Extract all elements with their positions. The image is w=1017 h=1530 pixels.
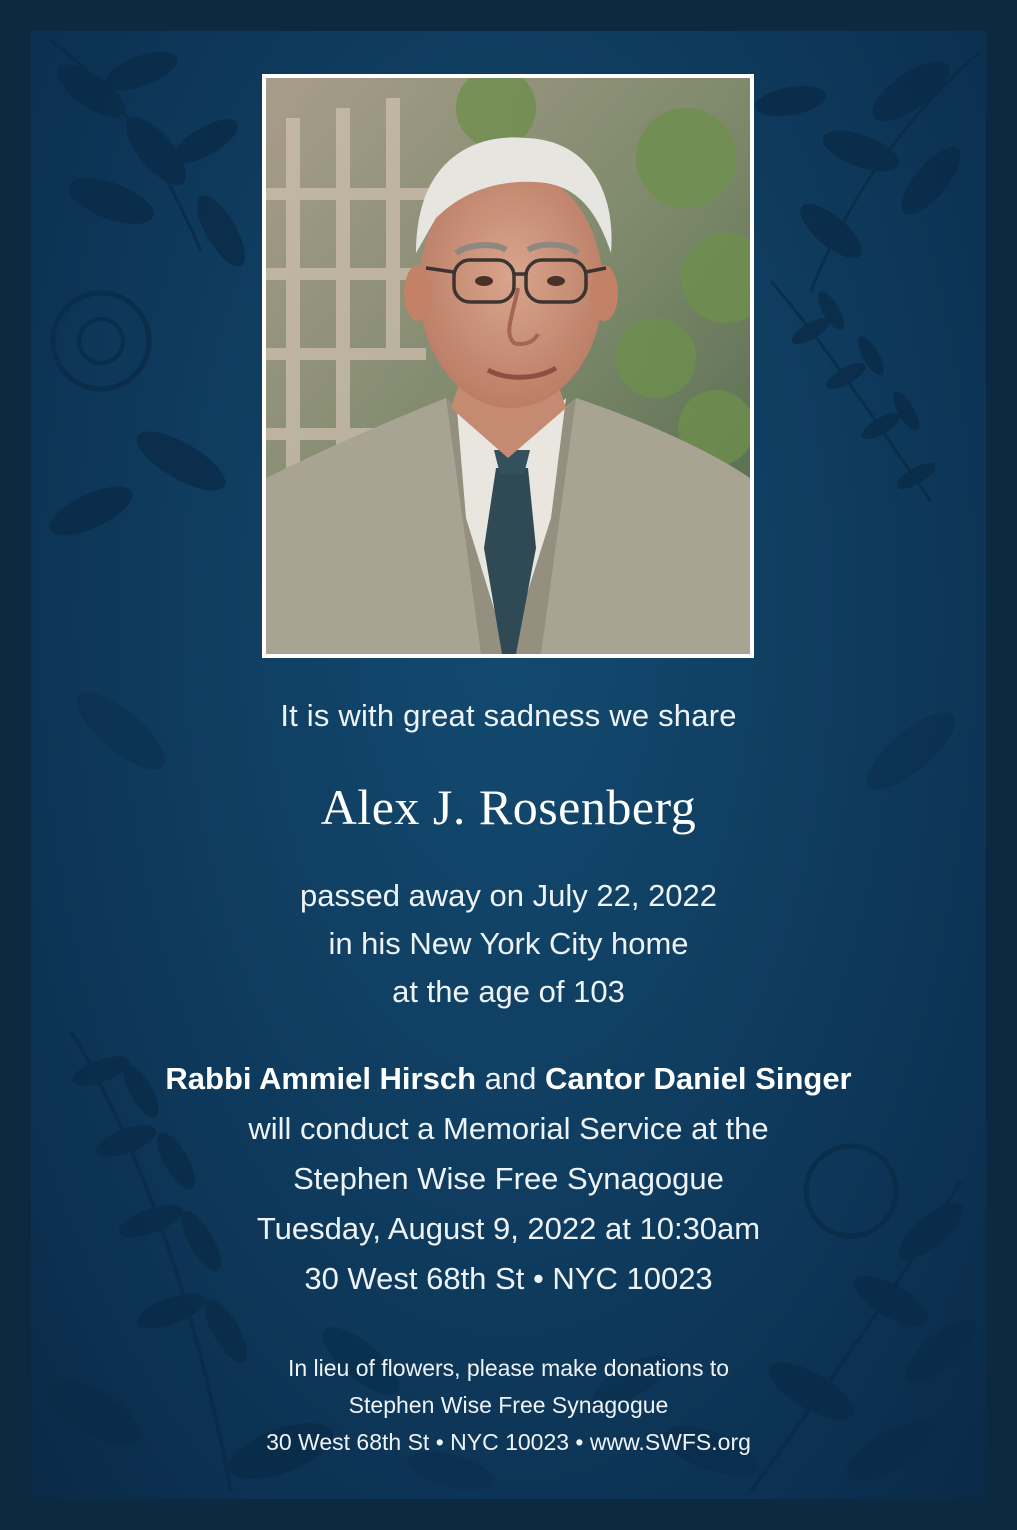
donation-intro-line: In lieu of flowers, please make donations to <box>287 1355 730 1381</box>
service-venue-line: Stephen Wise Free Synagogue <box>293 1161 724 1196</box>
passing-place-line: in his New York City home <box>328 926 689 961</box>
intro-text: It is with great sadness we share <box>280 698 737 733</box>
portrait-photo <box>262 74 754 658</box>
officiants-conjunction: and <box>484 1061 537 1096</box>
officiant-rabbi: Rabbi Ammiel Hirsch <box>165 1061 477 1096</box>
service-datetime-line: Tuesday, August 9, 2022 at 10:30am <box>256 1211 761 1246</box>
passing-date-line: passed away on July 22, 2022 <box>299 878 718 913</box>
passing-details <box>0 872 1017 1016</box>
memorial-service-details <box>0 1054 1017 1304</box>
service-address-line: 30 West 68th St • NYC 10023 <box>304 1261 713 1296</box>
donation-org-line: Stephen Wise Free Synagogue <box>348 1392 669 1418</box>
passing-age-line: at the age of 103 <box>392 974 625 1009</box>
deceased-name: Alex J. Rosenberg <box>320 779 697 835</box>
portrait-photo-icon <box>266 78 750 654</box>
donation-note <box>0 1350 1017 1461</box>
officiant-cantor: Cantor Daniel Singer <box>545 1061 852 1096</box>
officiants-line <box>0 1054 1017 1104</box>
donation-address-line: 30 West 68th St • NYC 10023 • www.SWFS.org <box>266 1429 751 1455</box>
service-description-line: will conduct a Memorial Service at the <box>248 1111 769 1146</box>
